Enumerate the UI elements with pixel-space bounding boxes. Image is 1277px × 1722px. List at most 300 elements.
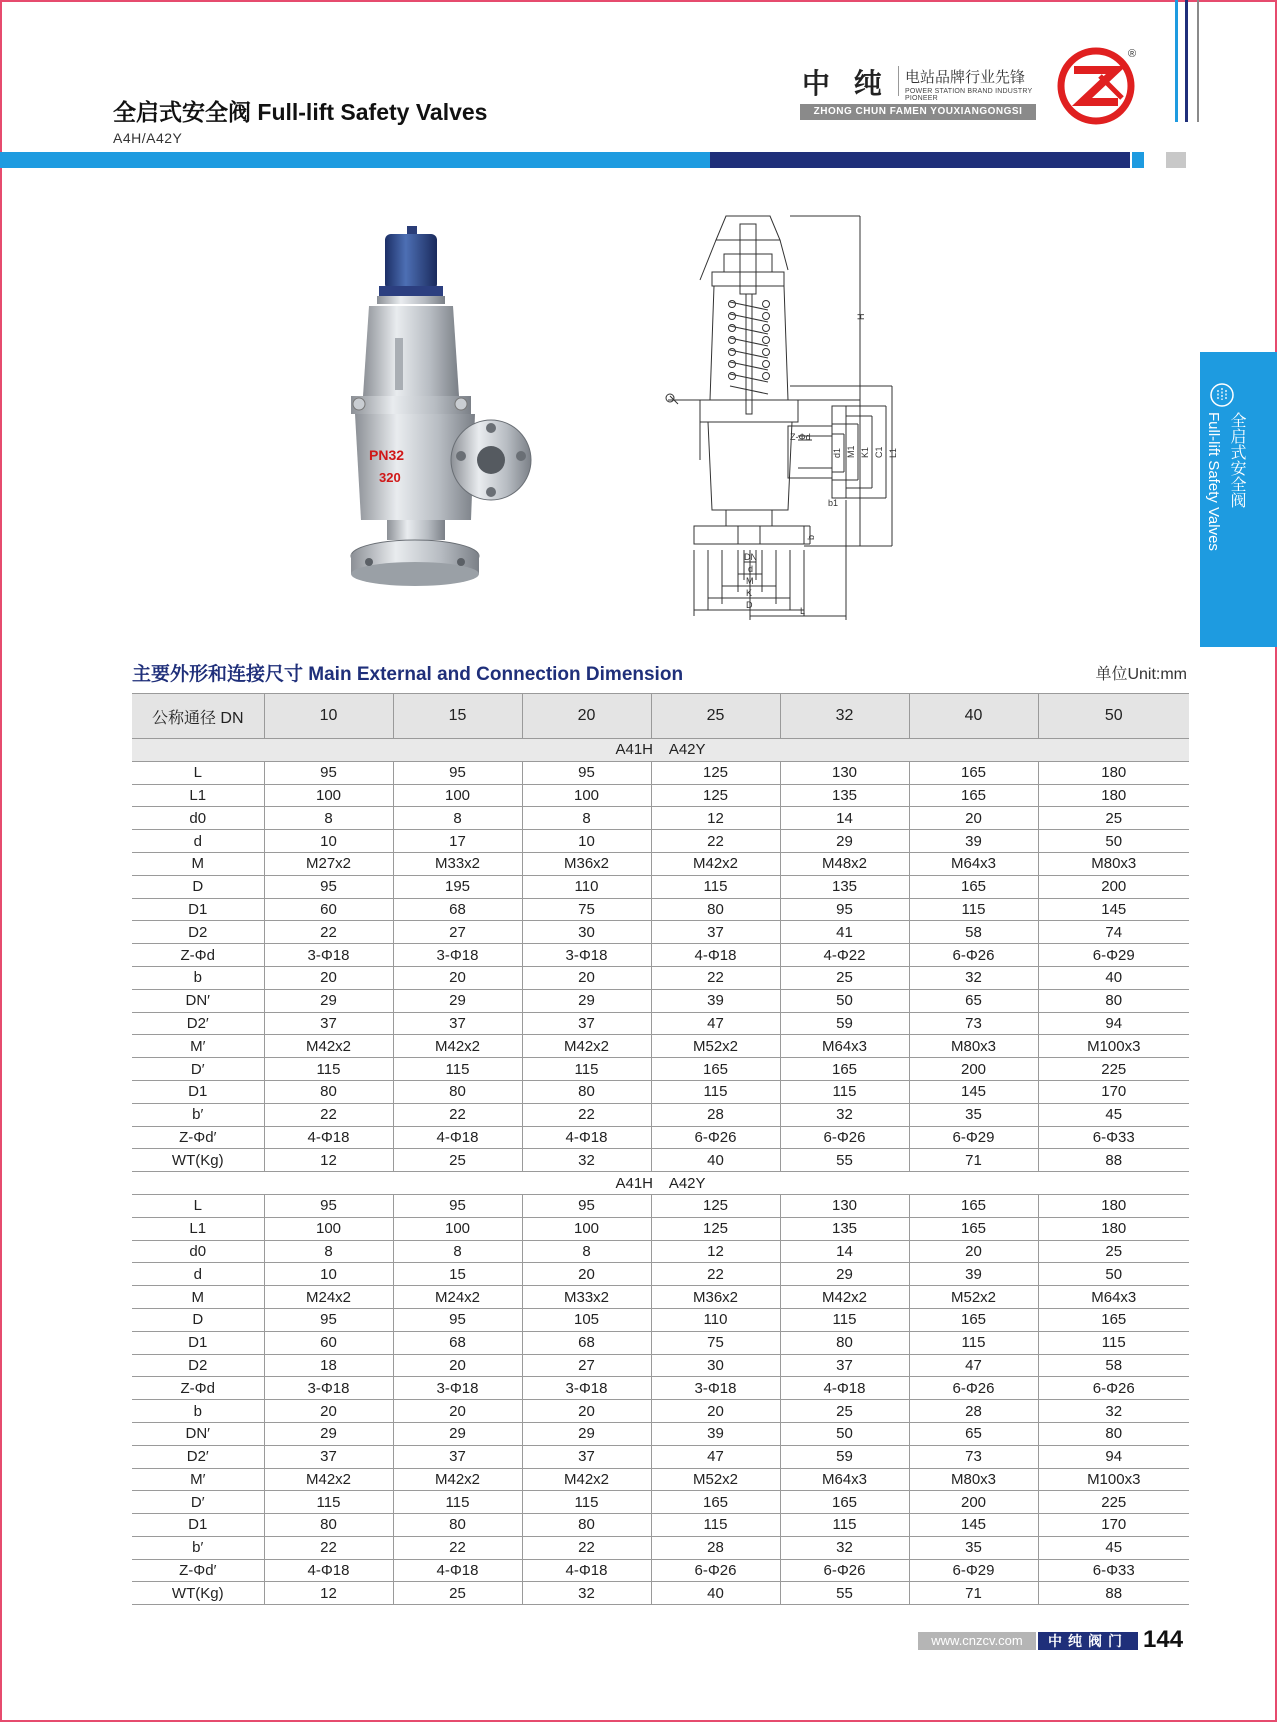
table-cell: 75 (651, 1331, 780, 1354)
table-cell: 37 (651, 921, 780, 944)
table-row (132, 989, 1189, 1012)
section-title: 主要外形和连接尺寸 Main External and Connection Dimension (132, 664, 684, 685)
table-cell: 22 (393, 1103, 522, 1126)
table-cell: 94 (1038, 1012, 1189, 1035)
table-cell: 6-Φ33 (1038, 1126, 1189, 1149)
row-label: D (132, 875, 264, 898)
table-cell: M42x2 (264, 1035, 393, 1058)
row-label: L (132, 1194, 264, 1217)
table-cell: 115 (1038, 1331, 1189, 1354)
header-dn-50: 50 (1038, 694, 1189, 739)
table-cell: 73 (909, 1445, 1038, 1468)
table-cell: 100 (522, 1217, 651, 1240)
table-cell: 3-Φ18 (522, 1377, 651, 1400)
table-group-row (132, 739, 1189, 762)
table-row (132, 1308, 1189, 1331)
table-cell: 110 (651, 1308, 780, 1331)
table-cell: 3-Φ18 (393, 944, 522, 967)
table-cell: 115 (651, 1514, 780, 1537)
table-cell: 47 (651, 1445, 780, 1468)
unit-label: 单位Unit:mm (1095, 666, 1187, 683)
table-cell: 95 (780, 898, 909, 921)
table-cell: 40 (651, 1582, 780, 1605)
row-label: D2 (132, 1354, 264, 1377)
table-cell: 200 (909, 1058, 1038, 1081)
table-cell: 165 (651, 1491, 780, 1514)
header-band-tail (1132, 152, 1144, 168)
table-cell: 80 (522, 1514, 651, 1537)
table-cell: 135 (780, 875, 909, 898)
table-cell: 41 (780, 921, 909, 944)
table-cell: 28 (651, 1536, 780, 1559)
table-cell: 6-Φ26 (651, 1126, 780, 1149)
table-cell: 29 (780, 830, 909, 853)
header-dn-32: 32 (780, 694, 909, 739)
row-label: d0 (132, 807, 264, 830)
table-cell: 14 (780, 1240, 909, 1263)
table-cell: M24x2 (264, 1286, 393, 1309)
table-cell: 27 (522, 1354, 651, 1377)
table-cell: 115 (393, 1058, 522, 1081)
table-cell: 170 (1038, 1514, 1189, 1537)
table-cell: 39 (651, 1422, 780, 1445)
row-label: WT(Kg) (132, 1149, 264, 1172)
table-row (132, 1536, 1189, 1559)
table-cell: 165 (909, 1217, 1038, 1240)
table-cell: 55 (780, 1149, 909, 1172)
table-cell: 80 (393, 1080, 522, 1103)
table-cell: 32 (522, 1582, 651, 1605)
table-row (132, 1377, 1189, 1400)
table-cell: 195 (393, 875, 522, 898)
table-cell: 37 (393, 1445, 522, 1468)
table-cell: 125 (651, 1194, 780, 1217)
table-row (132, 1194, 1189, 1217)
photo-marking-2: 320 (379, 470, 401, 485)
table-cell: 115 (651, 1080, 780, 1103)
footer-brand: 中纯阀门 (1038, 1632, 1138, 1650)
table-cell: M42x2 (780, 1286, 909, 1309)
table-cell: M52x2 (651, 1468, 780, 1491)
table-cell: 145 (1038, 898, 1189, 921)
table-cell: 115 (909, 898, 1038, 921)
table-cell: 4-Φ18 (780, 1377, 909, 1400)
row-label: d (132, 1263, 264, 1286)
row-label: Z-Φd′ (132, 1559, 264, 1582)
row-label: WT(Kg) (132, 1582, 264, 1605)
table-cell: 80 (1038, 989, 1189, 1012)
table-group-label: A41H A42Y (132, 1172, 1189, 1195)
table-cell: 8 (522, 807, 651, 830)
table-cell: 50 (780, 989, 909, 1012)
row-label: Z-Φd (132, 1377, 264, 1400)
table-cell: 25 (780, 1400, 909, 1423)
table-cell: 25 (780, 966, 909, 989)
dim-b1: b1 (828, 498, 839, 508)
row-label: b (132, 966, 264, 989)
table-cell: 95 (264, 1194, 393, 1217)
table-cell: 6-Φ26 (909, 944, 1038, 967)
table-cell: 60 (264, 898, 393, 921)
row-label: DN′ (132, 1422, 264, 1445)
table-cell: 25 (1038, 807, 1189, 830)
model-subtitle: A4H/A42Y (113, 130, 183, 146)
table-cell: 200 (909, 1491, 1038, 1514)
table-cell: 95 (393, 1194, 522, 1217)
table-cell: 27 (393, 921, 522, 944)
table-cell: 95 (522, 761, 651, 784)
table-cell: 50 (1038, 1263, 1189, 1286)
table-cell: 8 (264, 807, 393, 830)
table-cell: 47 (909, 1354, 1038, 1377)
brand-slogan: 电站品牌行业先锋 (905, 69, 1026, 86)
table-cell: M52x2 (651, 1035, 780, 1058)
row-label: M′ (132, 1035, 264, 1058)
table-cell: 8 (393, 807, 522, 830)
table-cell: M80x3 (909, 1035, 1038, 1058)
header-band-grey (1166, 152, 1186, 168)
table-cell: 115 (780, 1080, 909, 1103)
table-cell: 25 (1038, 1240, 1189, 1263)
table-row (132, 1445, 1189, 1468)
table-cell: 4-Φ18 (264, 1559, 393, 1582)
row-label: d (132, 830, 264, 853)
table-cell: 95 (264, 875, 393, 898)
table-cell: M42x2 (522, 1035, 651, 1058)
header-band-dark (710, 152, 1130, 168)
row-label: b′ (132, 1103, 264, 1126)
table-cell: 29 (393, 989, 522, 1012)
table-cell: 100 (264, 784, 393, 807)
row-label: L (132, 761, 264, 784)
table-cell: M64x3 (780, 1468, 909, 1491)
table-cell: 32 (909, 966, 1038, 989)
table-cell: 115 (264, 1491, 393, 1514)
table-cell: 50 (780, 1422, 909, 1445)
table-cell: 37 (393, 1012, 522, 1035)
table-cell: 32 (780, 1103, 909, 1126)
table-cell: 17 (393, 830, 522, 853)
table-cell: M27x2 (264, 852, 393, 875)
table-cell: 40 (1038, 966, 1189, 989)
side-tab-en: Full-lift Safety Valves (1205, 412, 1222, 551)
table-cell: M42x2 (522, 1468, 651, 1491)
table-cell: 37 (264, 1445, 393, 1468)
table-cell: 200 (1038, 875, 1189, 898)
table-cell: 68 (522, 1331, 651, 1354)
table-cell: 22 (651, 830, 780, 853)
table-cell: 165 (651, 1058, 780, 1081)
row-label: M′ (132, 1468, 264, 1491)
table-cell: 32 (1038, 1400, 1189, 1423)
row-label: b′ (132, 1536, 264, 1559)
table-cell: M33x2 (522, 1286, 651, 1309)
table-cell: 135 (780, 1217, 909, 1240)
table-cell: 20 (909, 1240, 1038, 1263)
table-cell: 125 (651, 784, 780, 807)
table-row (132, 1126, 1189, 1149)
table-cell: 29 (393, 1422, 522, 1445)
table-row (132, 807, 1189, 830)
table-cell: 28 (909, 1400, 1038, 1423)
dim-d: d (748, 564, 754, 574)
table-cell: 74 (1038, 921, 1189, 944)
brand-name: 中 纯 (802, 68, 890, 99)
table-cell: 29 (264, 1422, 393, 1445)
dim-b: b (806, 534, 816, 540)
table-cell: 6-Φ26 (780, 1559, 909, 1582)
table-cell: 32 (522, 1149, 651, 1172)
row-label: D1 (132, 898, 264, 921)
dim-k1: K1 (860, 446, 870, 458)
table-row (132, 1468, 1189, 1491)
table-cell: M52x2 (909, 1286, 1038, 1309)
brand-divider (898, 66, 899, 96)
table-cell: 22 (651, 1263, 780, 1286)
dim-d1: d1 (832, 447, 842, 458)
table-cell: 88 (1038, 1149, 1189, 1172)
row-label: D1 (132, 1080, 264, 1103)
table-row (132, 1559, 1189, 1582)
table-row (132, 1514, 1189, 1537)
table-cell: M48x2 (780, 852, 909, 875)
header-dn-15: 15 (393, 694, 522, 739)
table-cell: 30 (651, 1354, 780, 1377)
dim-h: H (856, 313, 866, 320)
table-row (132, 761, 1189, 784)
table-cell: 80 (780, 1331, 909, 1354)
table-cell: 37 (522, 1445, 651, 1468)
page-number: 144 (1143, 1626, 1184, 1653)
table-cell: 20 (393, 1354, 522, 1377)
table-cell: 95 (264, 761, 393, 784)
table-cell: M33x2 (393, 852, 522, 875)
table-cell: 165 (909, 1194, 1038, 1217)
table-cell: 45 (1038, 1536, 1189, 1559)
table-cell: 165 (909, 875, 1038, 898)
table-cell: 80 (1038, 1422, 1189, 1445)
table-cell: M36x2 (651, 1286, 780, 1309)
table-cell: 80 (522, 1080, 651, 1103)
table-cell: 22 (522, 1103, 651, 1126)
header-dn-25: 25 (651, 694, 780, 739)
table-cell: M100x3 (1038, 1035, 1189, 1058)
table-cell: 125 (651, 761, 780, 784)
brand-slogan-en: POWER STATION BRAND INDUSTRY PIONEER (905, 88, 1033, 102)
row-label: D2′ (132, 1012, 264, 1035)
table-cell: 10 (522, 830, 651, 853)
table-cell: 8 (393, 1240, 522, 1263)
table-cell: 115 (393, 1491, 522, 1514)
table-cell: 4-Φ18 (264, 1126, 393, 1149)
header-dn-20: 20 (522, 694, 651, 739)
row-label: D (132, 1308, 264, 1331)
table-cell: 115 (522, 1058, 651, 1081)
table-cell: 95 (393, 761, 522, 784)
dim-k: K (746, 588, 753, 598)
table-row (132, 1012, 1189, 1035)
table-cell: 115 (522, 1491, 651, 1514)
table-cell: 25 (393, 1149, 522, 1172)
side-tab-cn: 全启式安全阀 (1228, 412, 1245, 508)
table-cell: 3-Φ18 (393, 1377, 522, 1400)
row-label: D2′ (132, 1445, 264, 1468)
table-row (132, 1240, 1189, 1263)
valve-product-photo (325, 220, 535, 610)
table-cell: 39 (909, 1263, 1038, 1286)
table-row (132, 1217, 1189, 1240)
table-cell: 20 (264, 966, 393, 989)
table-row (132, 1331, 1189, 1354)
table-cell: 95 (393, 1308, 522, 1331)
dim-m: M (746, 576, 754, 586)
table-cell: 14 (780, 807, 909, 830)
table-cell: 130 (780, 1194, 909, 1217)
table-row (132, 1286, 1189, 1309)
table-cell: 95 (264, 1308, 393, 1331)
valve-technical-drawing (660, 210, 950, 620)
table-cell: 8 (522, 1240, 651, 1263)
table-cell: 22 (393, 1536, 522, 1559)
table-cell: 59 (780, 1012, 909, 1035)
table-cell: 22 (651, 966, 780, 989)
table-cell: M42x2 (264, 1468, 393, 1491)
table-cell: 100 (393, 1217, 522, 1240)
row-label: D′ (132, 1491, 264, 1514)
table-cell: M80x3 (1038, 852, 1189, 875)
table-cell: 20 (522, 1400, 651, 1423)
table-cell: 20 (522, 966, 651, 989)
table-cell: 35 (909, 1536, 1038, 1559)
table-cell: 80 (393, 1514, 522, 1537)
table-cell: 165 (909, 761, 1038, 784)
table-body (132, 739, 1189, 1605)
table-row (132, 1263, 1189, 1286)
table-cell: 25 (393, 1582, 522, 1605)
table-cell: 6-Φ33 (1038, 1559, 1189, 1582)
table-cell: 20 (651, 1400, 780, 1423)
table-cell: 55 (780, 1582, 909, 1605)
row-label: d0 (132, 1240, 264, 1263)
table-cell: 3-Φ18 (264, 1377, 393, 1400)
table-cell: 15 (393, 1263, 522, 1286)
dimension-table (132, 693, 1189, 1605)
table-cell: 165 (909, 784, 1038, 807)
table-cell: 22 (264, 1103, 393, 1126)
row-label: D2 (132, 921, 264, 944)
table-cell: 58 (909, 921, 1038, 944)
table-cell: 100 (264, 1217, 393, 1240)
table-cell: 100 (522, 784, 651, 807)
row-label: L1 (132, 1217, 264, 1240)
table-cell: M42x2 (393, 1035, 522, 1058)
table-cell: 37 (522, 1012, 651, 1035)
table-cell: 115 (264, 1058, 393, 1081)
header-dn-10: 10 (264, 694, 393, 739)
valve-category-icon (1209, 382, 1235, 408)
table-cell: 4-Φ18 (393, 1126, 522, 1149)
table-cell: 10 (264, 1263, 393, 1286)
row-label: L1 (132, 784, 264, 807)
table-cell: 37 (780, 1354, 909, 1377)
table-cell: 4-Φ22 (780, 944, 909, 967)
table-cell: 39 (909, 830, 1038, 853)
header-label: 公称通径 DN (132, 694, 264, 739)
table-cell: 130 (780, 761, 909, 784)
registered-mark: ® (1128, 48, 1137, 60)
table-row (132, 1400, 1189, 1423)
table-cell: 105 (522, 1308, 651, 1331)
table-cell: M80x3 (909, 1468, 1038, 1491)
company-name-bar: ZHONG CHUN FAMEN YOUXIANGONGSI (800, 104, 1036, 120)
row-label: b (132, 1400, 264, 1423)
table-cell: 225 (1038, 1491, 1189, 1514)
table-cell: 8 (264, 1240, 393, 1263)
table-cell: 145 (909, 1514, 1038, 1537)
table-cell: 12 (264, 1149, 393, 1172)
table-cell: 73 (909, 1012, 1038, 1035)
table-cell: 180 (1038, 761, 1189, 784)
table-cell: 110 (522, 875, 651, 898)
page-title: 全启式安全阀 Full-lift Safety Valves (113, 99, 488, 125)
table-cell: 40 (651, 1149, 780, 1172)
table-cell: 3-Φ18 (264, 944, 393, 967)
dim-m1: M1 (846, 445, 856, 458)
table-row (132, 966, 1189, 989)
table-cell: 29 (780, 1263, 909, 1286)
table-cell: 22 (264, 921, 393, 944)
row-label: M (132, 852, 264, 875)
table-cell: 6-Φ26 (651, 1559, 780, 1582)
table-cell: 94 (1038, 1445, 1189, 1468)
dim-zphi: Z-Φd (790, 432, 811, 442)
table-cell: 59 (780, 1445, 909, 1468)
company-logo (1056, 46, 1136, 126)
table-cell: 20 (522, 1263, 651, 1286)
table-cell: 95 (522, 1194, 651, 1217)
table-cell: 20 (909, 807, 1038, 830)
header-dn-40: 40 (909, 694, 1038, 739)
header-band-light (0, 152, 710, 168)
table-cell: 29 (264, 989, 393, 1012)
table-cell: 65 (909, 1422, 1038, 1445)
table-row (132, 1582, 1189, 1605)
table-cell: 12 (264, 1582, 393, 1605)
table-cell: 115 (909, 1331, 1038, 1354)
table-cell: 20 (393, 966, 522, 989)
table-group-row (132, 1172, 1189, 1195)
table-cell: 115 (780, 1308, 909, 1331)
table-cell: M36x2 (522, 852, 651, 875)
table-cell: 4-Φ18 (522, 1126, 651, 1149)
table-cell: 50 (1038, 830, 1189, 853)
table-cell: M64x3 (780, 1035, 909, 1058)
table-cell: 12 (651, 1240, 780, 1263)
row-label: D1 (132, 1514, 264, 1537)
row-label: D1 (132, 1331, 264, 1354)
dim-dd: D (746, 600, 753, 610)
table-cell: 29 (522, 1422, 651, 1445)
table-cell: 3-Φ18 (651, 1377, 780, 1400)
dim-c1: C1 (874, 446, 884, 458)
table-cell: 39 (651, 989, 780, 1012)
table-cell: 20 (264, 1400, 393, 1423)
table-row (132, 1149, 1189, 1172)
footer-url: www.cnzcv.com (918, 1632, 1036, 1650)
table-row (132, 1035, 1189, 1058)
table-cell: 71 (909, 1149, 1038, 1172)
table-row (132, 1080, 1189, 1103)
